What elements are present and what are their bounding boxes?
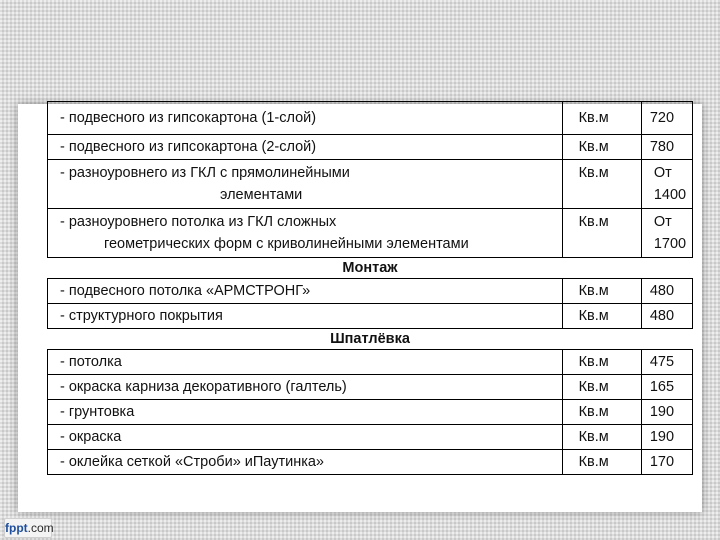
item-price: [641, 209, 692, 258]
item-name-line2: геометрических форм с криволинейными элементами: [104, 236, 469, 252]
item-price: 190: [641, 400, 692, 425]
item-unit: Кв.м: [562, 135, 641, 160]
item-unit: Кв.м: [562, 350, 641, 375]
item-price: [641, 160, 692, 209]
table-row: [48, 160, 693, 209]
item-price: 170: [641, 450, 692, 475]
table-row: [48, 135, 693, 160]
table-row: [48, 304, 693, 329]
item-unit: Кв.м: [562, 425, 641, 450]
table-row: [48, 350, 693, 375]
item-name: [48, 209, 563, 258]
item-unit: Кв.м: [562, 450, 641, 475]
item-name: - окраска: [48, 425, 563, 450]
price-table: [47, 101, 693, 475]
fppt-logo[interactable]: [4, 518, 52, 538]
item-price: 165: [641, 375, 692, 400]
item-name: - структурного покрытия: [48, 304, 563, 329]
section-row: [48, 329, 693, 350]
item-unit: Кв.м: [562, 304, 641, 329]
section-heading-montazh: Монтаж: [48, 258, 693, 279]
item-name-line2: элементами: [220, 187, 303, 203]
item-price-line1: От: [653, 165, 672, 181]
item-price: 720: [641, 102, 692, 135]
item-name: [48, 160, 563, 209]
item-name: - подвесного потолка «АРМСТРОНГ»: [48, 279, 563, 304]
item-name: - подвесного из гипсокартона (2-слой): [48, 135, 563, 160]
item-unit: Кв.м: [562, 160, 641, 209]
item-name-line1: - разноуровнего из ГКЛ с прямолинейными: [60, 165, 350, 181]
logo-prefix: fppt: [5, 521, 28, 535]
item-price: 190: [641, 425, 692, 450]
table-row: [48, 102, 693, 135]
item-price-line2: 1400: [653, 187, 687, 203]
item-price: 480: [641, 279, 692, 304]
table-row: [48, 375, 693, 400]
item-name: - потолка: [48, 350, 563, 375]
item-name-line1: - разноуровнего потолка из ГКЛ сложных: [60, 214, 337, 230]
table-row: [48, 400, 693, 425]
item-unit: Кв.м: [562, 279, 641, 304]
item-unit: Кв.м: [562, 400, 641, 425]
logo-suffix: .com: [27, 521, 54, 535]
table-row: [48, 279, 693, 304]
table-row: [48, 209, 693, 258]
item-name: - грунтовка: [48, 400, 563, 425]
item-name: - подвесного из гипсокартона (1-слой): [48, 102, 563, 135]
item-unit: Кв.м: [562, 209, 641, 258]
item-price-line2: 1700: [653, 236, 687, 252]
item-price-line1: От: [653, 214, 672, 230]
item-price: 480: [641, 304, 692, 329]
item-name: - оклейка сеткой «Строби» иПаутинка»: [48, 450, 563, 475]
table-row: [48, 450, 693, 475]
item-unit: Кв.м: [562, 102, 641, 135]
section-row: [48, 258, 693, 279]
table-row: [48, 425, 693, 450]
item-price: 780: [641, 135, 692, 160]
item-price: 475: [641, 350, 692, 375]
section-heading-shpatlevka: Шпатлёвка: [48, 329, 693, 350]
item-name: - окраска карниза декоративного (галтель): [48, 375, 563, 400]
item-unit: Кв.м: [562, 375, 641, 400]
